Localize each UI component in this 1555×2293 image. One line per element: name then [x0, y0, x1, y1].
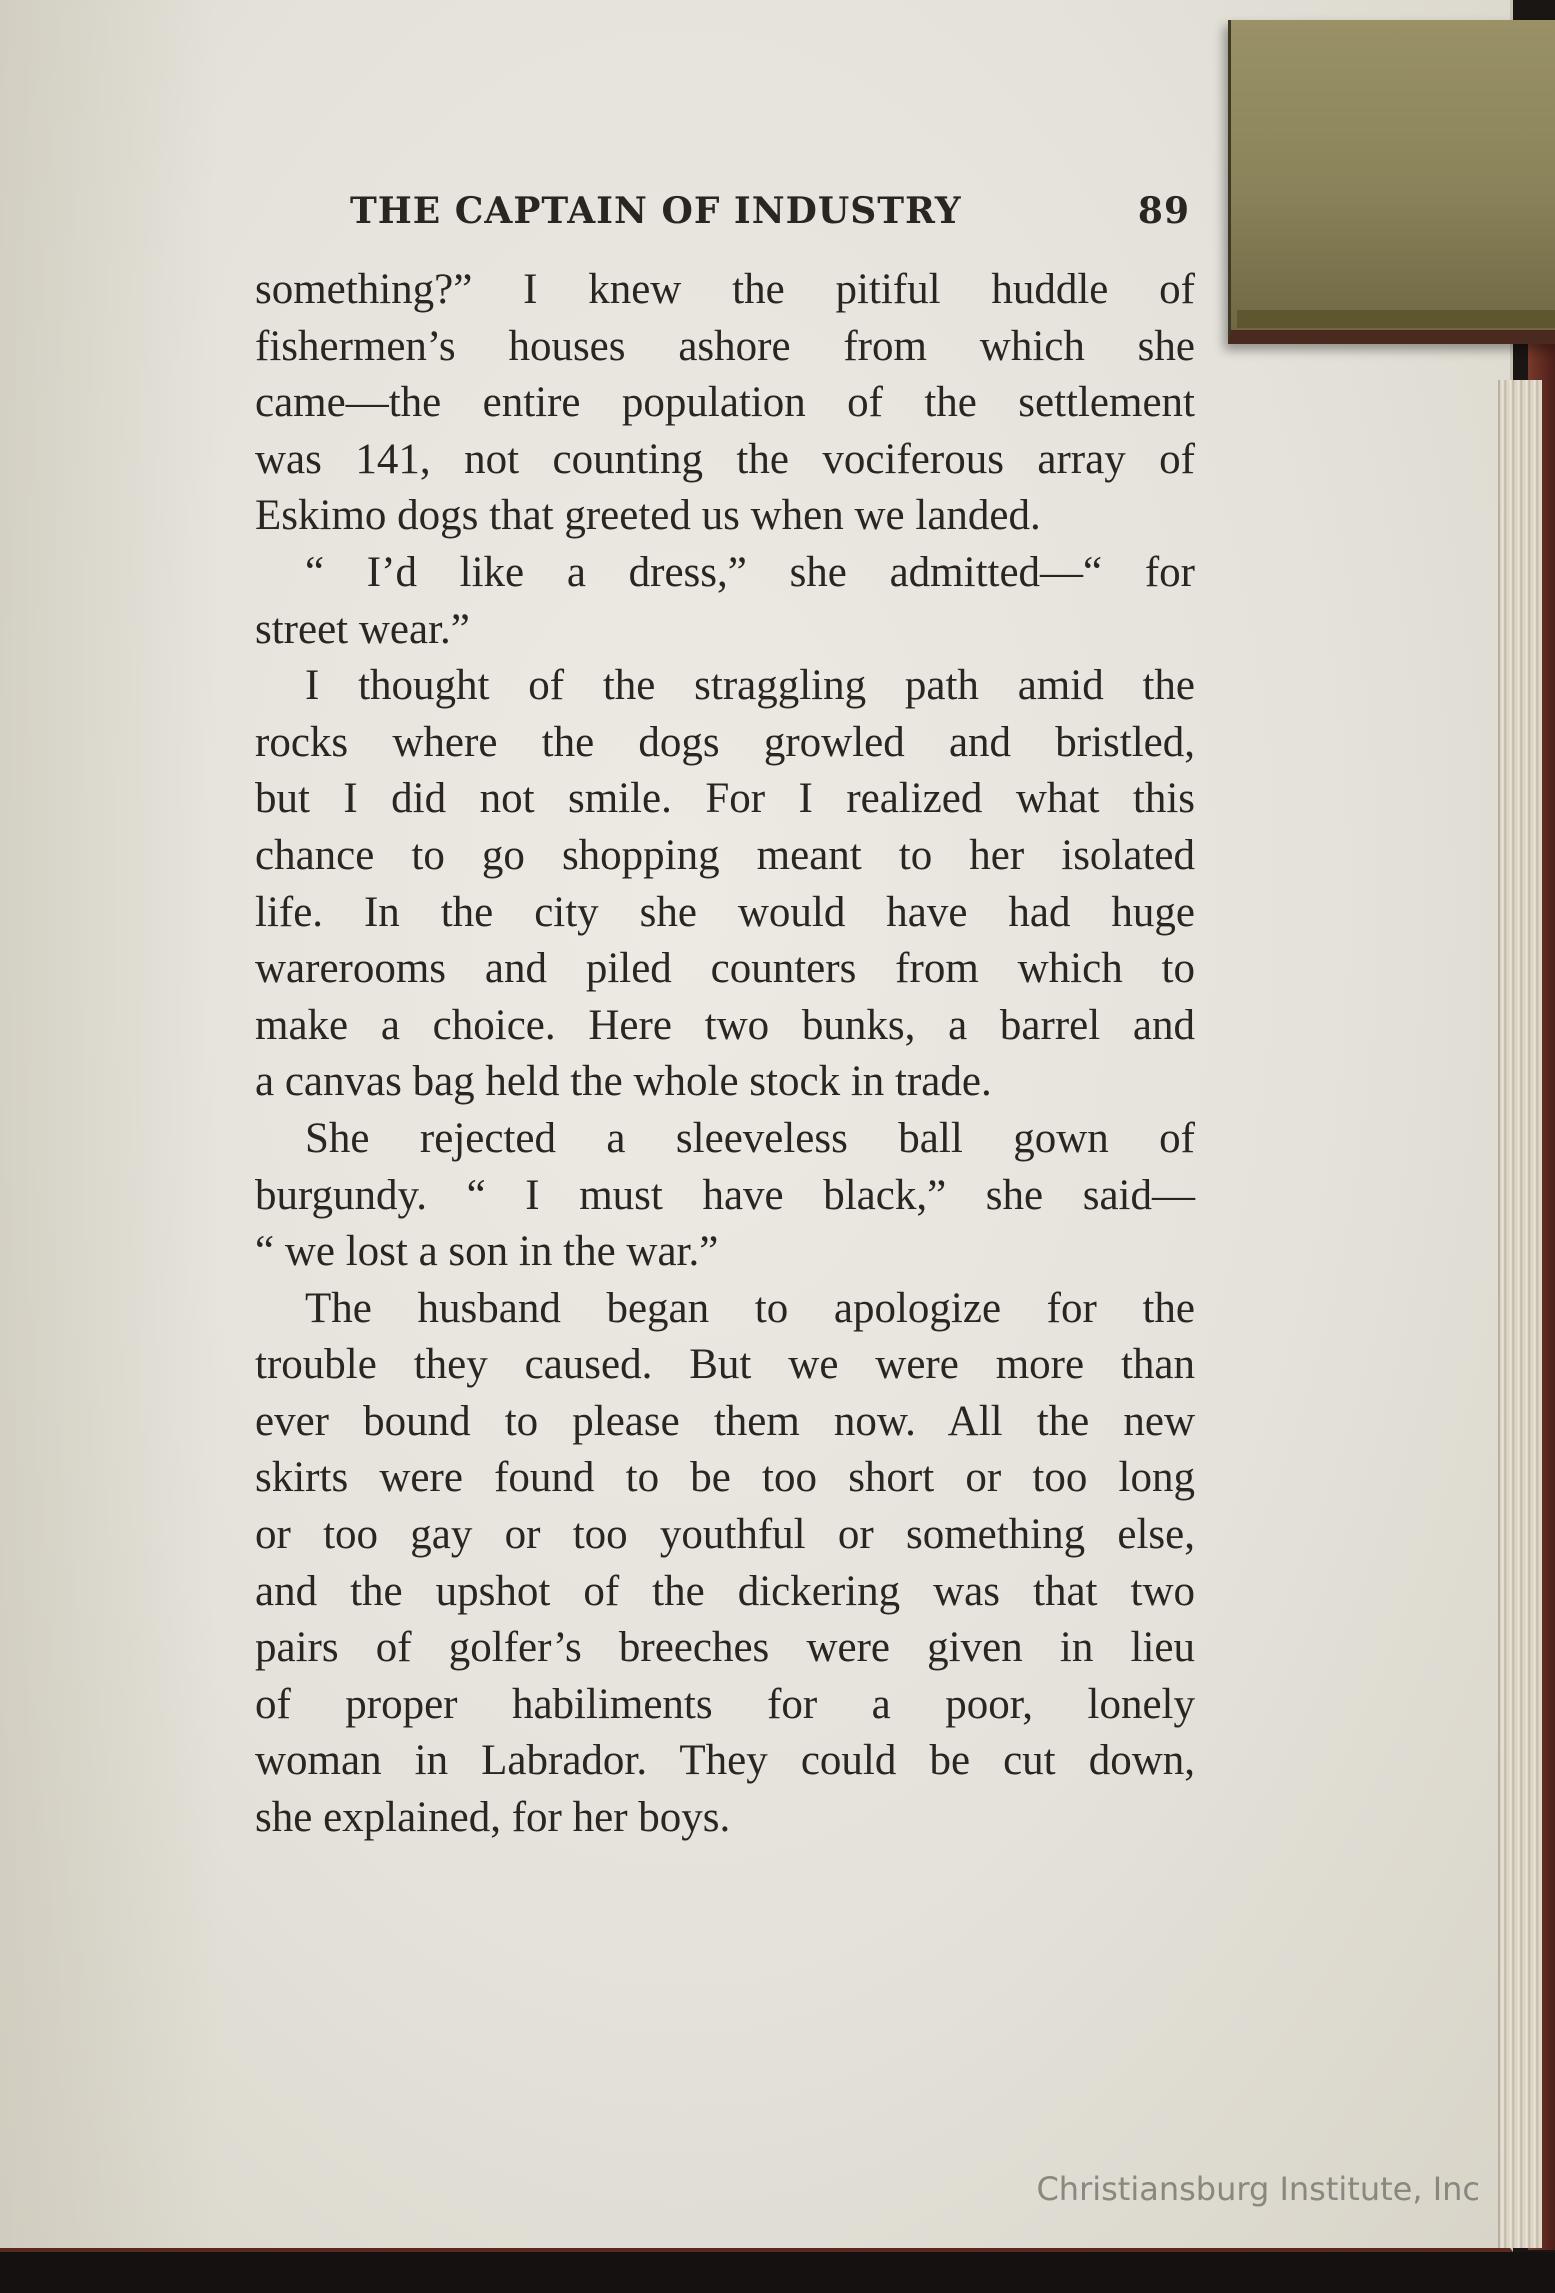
text-line: was 141, not counting the vociferous array of [255, 435, 1195, 483]
text-line: and the upshot of the dickering was that two [255, 1567, 1195, 1615]
text-line: ever bound to please them now. All the new [255, 1397, 1195, 1445]
text-line: of proper habiliments for a poor, lonely [255, 1680, 1195, 1728]
text-line: I thought of the straggling path amid the [305, 662, 1195, 710]
text-line: woman in Labrador. They could be cut down, [255, 1737, 1195, 1785]
text-line: make a choice. Here two bunks, a barrel and [255, 1001, 1195, 1049]
running-header [350, 190, 1190, 240]
cover-shadow [1237, 310, 1555, 328]
watermark-text: Christiansburg Institute, Inc [1036, 2170, 1480, 2208]
text-line: rocks where the dogs growled and bristled, [255, 718, 1195, 766]
text-line: “ we lost a son in the war.” [255, 1228, 719, 1276]
text-line: trouble they caused. But we were more than [255, 1341, 1195, 1389]
text-line: “ I’d like a dress,” she admitted—“ for [305, 548, 1195, 596]
text-line: The husband began to apologize for the [305, 1284, 1195, 1332]
text-line: chance to go shopping meant to her isolated [255, 831, 1195, 879]
text-line: fishermen’s houses ashore from which she [255, 322, 1195, 370]
page-fore-edge [1498, 380, 1542, 2248]
text-line: she explained, for her boys. [255, 1794, 731, 1842]
page-number: 89 [1137, 190, 1190, 232]
text-line: skirts were found to be too short or too long [255, 1454, 1195, 1502]
background-strip [0, 2252, 1555, 2293]
text-line: came—the entire population of the settlement [255, 379, 1195, 427]
body-text [255, 262, 1195, 1847]
text-line: life. In the city she would have had huge [255, 888, 1195, 936]
text-line: warerooms and piled counters from which to [255, 945, 1195, 993]
text-line: burgundy. “ I must have black,” she said— [255, 1171, 1195, 1219]
text-line: or too gay or too youthful or something else, [255, 1511, 1195, 1559]
text-line: something?” I knew the pitiful huddle of [255, 266, 1195, 313]
text-line: but I did not smile. For I realized what this [255, 775, 1195, 823]
page-shading [0, 0, 220, 2248]
text-line: She rejected a sleeveless ball gown of [305, 1114, 1195, 1162]
running-title: THE CAPTAIN OF INDUSTRY [350, 190, 962, 232]
text-line: pairs of golfer’s breeches were given in lieu [255, 1624, 1195, 1672]
text-line: a canvas bag held the whole stock in trade. [255, 1058, 992, 1106]
text-line: Eskimo dogs that greeted us when we landed. [255, 492, 1041, 540]
text-line: street wear.” [255, 605, 470, 653]
book-cover-corner [1228, 20, 1555, 344]
